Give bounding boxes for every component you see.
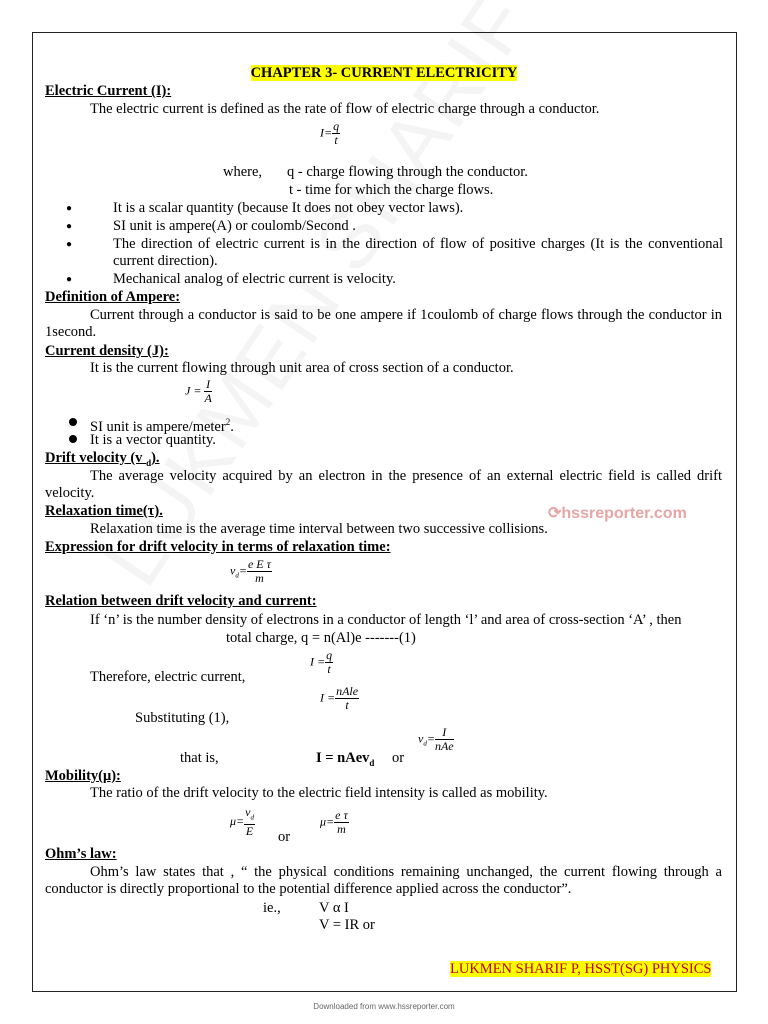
electric-current-definition: The electric current is defined as the rate of flow of electric charge through a conductor. (90, 101, 600, 117)
eq-lhs: J = (185, 383, 202, 398)
eq-den: t (345, 698, 349, 712)
eq-lhs: μ= (320, 814, 335, 829)
electric-current-heading: Electric Current (I): (45, 83, 172, 99)
that-is-label: that is, (180, 750, 219, 766)
hssreporter-logo: ⟳hssreporter.com (548, 505, 687, 522)
chapter-title-row (0, 65, 768, 82)
eq-lhs-sub: d (235, 571, 239, 580)
relaxation-text: Relaxation time is the average time interval between two successive collisions. (90, 521, 548, 537)
bullet-icon: ● (66, 274, 73, 285)
si-unit-end: . (230, 418, 234, 435)
ohm-proportional: V α I (319, 900, 349, 916)
bullet-scalar: It is a scalar quantity (because It does not obey vector laws). (113, 200, 464, 216)
eq-lhs: I= (320, 125, 333, 140)
current-result (316, 750, 374, 772)
current-density-equation (185, 378, 212, 405)
eq-num: e E τ (247, 557, 271, 571)
mobility-equation-2 (320, 809, 349, 836)
eq-equals: = (426, 731, 435, 746)
drift-nae-equation (418, 726, 454, 753)
density-vector: It is a vector quantity. (90, 432, 216, 448)
mobility-or-label: or (278, 829, 291, 845)
current-density-heading: Current density (J): (45, 343, 169, 359)
bullet-icon: ● (66, 221, 73, 232)
bullet-icon: ● (66, 239, 73, 250)
drift-expression-heading: Expression for drift velocity in terms of relaxation time: (45, 539, 391, 555)
result-sub: d (369, 757, 375, 768)
relation-heading: Relation between drift velocity and current: (45, 593, 317, 609)
drift-velocity-text: The average velocity acquired by an electron in the presence of an external electric field is called drift velocity. (45, 468, 722, 501)
si-unit-sup: 2 (225, 417, 231, 427)
bullet-icon (69, 435, 77, 443)
download-source: Downloaded from www.hssreporter.com (313, 1002, 455, 1011)
eq-num: e τ (335, 808, 348, 822)
ohms-law-heading: Ohm’s law: (45, 846, 117, 862)
eq-lhs: I = (310, 654, 326, 669)
eq-lhs: v (418, 731, 424, 746)
total-charge: total charge, q = n(Al)e -------(1) (226, 630, 416, 646)
where-label: where, (223, 164, 263, 180)
eq-num: q (333, 119, 340, 133)
current-nale-equation (320, 685, 359, 712)
eq-num: I (206, 377, 211, 391)
eq-num-sub: d (250, 813, 254, 822)
eq-den: t (334, 133, 338, 147)
result-text: I = nAev (316, 750, 370, 766)
bullet-icon: ● (66, 203, 73, 214)
author-footer (450, 961, 711, 978)
drift-heading-end: ). (151, 450, 160, 466)
bullet-icon (69, 418, 77, 426)
eq-num (244, 806, 255, 825)
eq-num: I (435, 726, 454, 740)
eq-lhs: v (230, 563, 236, 578)
eq-num: q (326, 648, 333, 662)
q-definition: q - charge flowing through the conductor. (287, 164, 528, 180)
eq-num: nAle (336, 684, 359, 698)
ohm-equation: V = IR or (319, 917, 375, 933)
si-unit-text: SI unit is ampere/meter (90, 418, 226, 435)
mobility-text: The ratio of the drift velocity to the electric field intensity is called as mobility. (90, 785, 548, 801)
author-text: LUKMEN SHARIF P, HSST(SG) PHYSICS (450, 961, 712, 977)
eq-den: t (327, 662, 331, 676)
eq-den: m (255, 571, 264, 585)
eq-den: A (204, 391, 212, 405)
drift-heading-text: Drift velocity (v (45, 450, 143, 466)
eq-lhs: I = (320, 690, 336, 705)
mobility-heading: Mobility(μ): (45, 768, 121, 784)
ohms-law-text: Ohm’s law states that , “ the physical conditions remaining unchanged, the current flowing through a conductor is directly proportional to the potential difference applied across the conductor”. (45, 864, 722, 897)
substituting-label: Substituting (1), (135, 710, 230, 726)
mobility-equation-1 (230, 806, 255, 838)
current-equation (320, 120, 340, 147)
chapter-title: CHAPTER 3- CURRENT ELECTRICITY (250, 65, 518, 81)
bullet-analog: Mechanical analog of electric current is velocity. (113, 271, 396, 287)
bullet-si-unit: SI unit is ampere(A) or coulomb/Second . (113, 218, 356, 234)
eq-equals: = (238, 563, 247, 578)
ampere-text: Current through a conductor is said to be one ampere if 1coulomb of charge flows through the conductor in 1second. (45, 307, 722, 340)
eq-lhs: μ= (230, 813, 245, 828)
ie-label: ie., (263, 900, 281, 916)
relation-text: If ‘n’ is the number density of electrons in a conductor of length ‘l’ and area of cross-section ‘A’ , then (90, 612, 682, 628)
relaxation-heading: Relaxation time(τ). (45, 503, 163, 519)
eq-den: nAe (434, 739, 454, 753)
t-definition: t - time for which the charge flows. (289, 182, 494, 198)
bullet-direction: The direction of electric current is in the direction of flow of positive charges (It is the conventional current direction). (113, 236, 723, 269)
current-density-text: It is the current flowing through unit area of cross section of a conductor. (90, 360, 514, 376)
current-q-equation (310, 649, 333, 676)
therefore-label: Therefore, electric current, (90, 669, 246, 685)
ampere-heading: Definition of Ampere: (45, 289, 181, 305)
eq-num-text: v (245, 805, 251, 819)
eq-lhs-sub: d (423, 739, 427, 748)
drift-expression-equation (230, 558, 272, 585)
or-label: or (392, 750, 405, 766)
eq-den: m (337, 822, 346, 836)
logo-text: hssreporter.com (561, 505, 687, 522)
eq-den: E (245, 824, 254, 839)
drift-heading-sub: d (146, 457, 152, 468)
